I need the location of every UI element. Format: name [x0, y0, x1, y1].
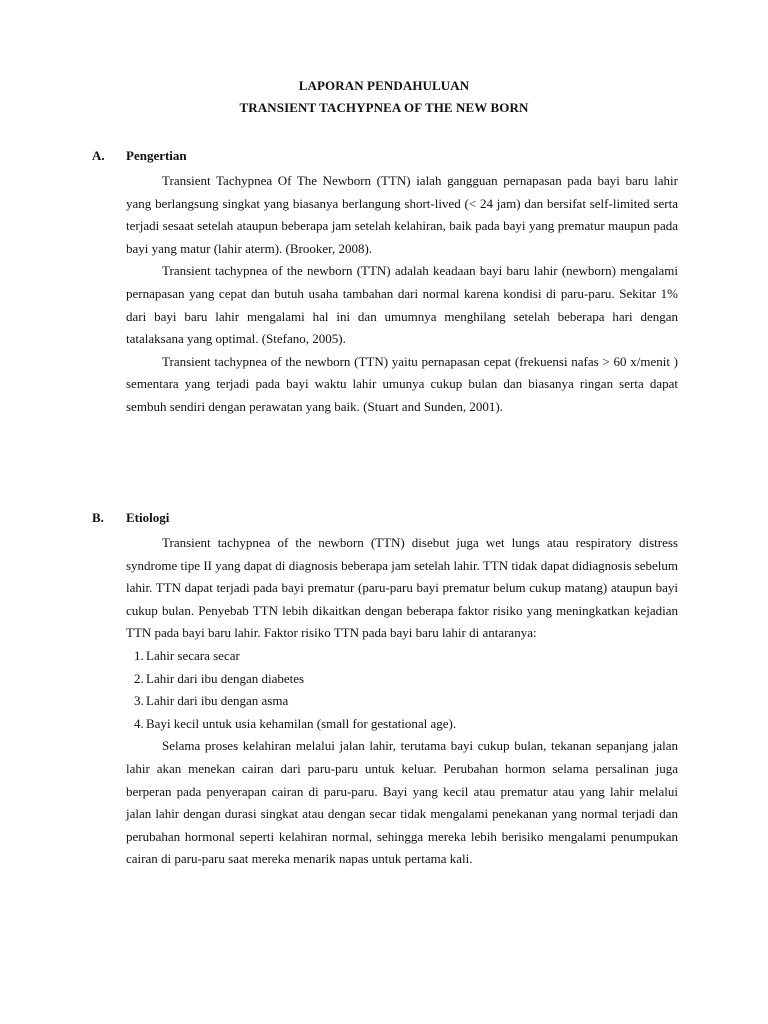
list-number: 1.: [134, 647, 144, 663]
section-heading: [92, 148, 678, 170]
list-text: Bayi kecil untuk usia kehamilan (small for gestational age).: [146, 715, 457, 731]
list-item: [126, 668, 678, 691]
section-title: Pengertian: [126, 148, 187, 163]
section-letter: B.: [92, 510, 104, 525]
list-text: Lahir dari ibu dengan asma: [146, 693, 289, 709]
paragraph: Transient tachypnea of the newborn (TTN) disebut juga wet lungs atau respiratory distress syndrome tipe II yang dapat di diagnosis beberapa jam setelah lahir. TTN tidak dapat didiagnosis sebelum lahir. TTN dapat terjadi pada bayi prematur (paru-paru bayi prematur belum cukup matang) ataupun bayi cukup bulan. Penyebab TTN lebih dikaitkan dengan beberapa faktor risiko yang meningkatkan kejadian TTN pada bayi baru lahir. Faktor risiko TTN pada bayi baru lahir di antaranya:: [126, 535, 678, 641]
section-body: [126, 170, 678, 419]
list-number: 4.: [134, 715, 144, 731]
paragraph: Transient tachypnea of the newborn (TTN) adalah keadaan bayi baru lahir (newborn) mengalami pernapasan yang cepat dan butuh usaha tambahan dari normal karena kondisi di paru-paru. Sekitar 1% dari bayi baru lahir mengalami hal ini dan umumnya menghilang setelah beberapa hari dengan tatalaksana yang optimal. (Stefano, 2005).: [126, 263, 678, 347]
list-item: [126, 713, 678, 736]
document-subtitle: TRANSIENT TACHYPNEA OF THE NEW BORN: [239, 100, 529, 115]
paragraph: Transient tachypnea of the newborn (TTN) yaitu pernapasan cepat (frekuensi nafas > 60 x/menit ) sementara yang terjadi pada bayi waktu lahir umunya cukup bulan dan biasanya ringan serta dapat sembuh sendiri dengan perawatan yang baik. (Stuart and Sunden, 2001).: [126, 353, 678, 414]
paragraph: Transient Tachypnea Of The Newborn (TTN) ialah gangguan pernapasan pada bayi baru lahir yang berlangsung singkat yang biasanya berlangung short-lived (< 24 jam) dan bersifat self-limited serta terjadi sesaat setelah ataupun beberapa jam setelah kelahiran, baik pada bayi yang prematur maupun pada bayi yang matur (lahir aterm). (Brooker, 2008).: [126, 173, 678, 256]
section-letter: A.: [92, 148, 105, 163]
risk-factor-list: [126, 645, 678, 735]
section-body: [126, 532, 678, 871]
section-pengertian: [92, 148, 678, 419]
list-item: [126, 690, 678, 713]
list-number: 2.: [134, 670, 144, 686]
document-title: LAPORAN PENDAHULUAN: [298, 78, 470, 93]
section-title: Etiologi: [126, 510, 170, 525]
list-number: 3.: [134, 693, 144, 709]
paragraph: Selama proses kelahiran melalui jalan lahir, terutama bayi cukup bulan, tekanan sepanjang jalan lahir akan menekan cairan dari paru-paru untuk keluar. Perubahan hormon selama persalinan juga berperan pada penyerapan cairan di paru-paru. Bayi yang kecil atau prematur atau yang lahir melalui jalan lahir dengan durasi singkat atau dengan secar tidak mengalami penekanan yang normal terjadi dan perubahan hormonal seperti kelahiran normal, sehingga mereka lebih berisiko mengalami penumpukan cairan di paru-paru saat mereka menarik napas untuk pertama kali.: [126, 738, 678, 867]
section-heading: [92, 510, 678, 532]
list-item: [126, 645, 678, 668]
section-etiologi: [92, 510, 678, 871]
list-text: Lahir secara secar: [146, 647, 240, 663]
list-text: Lahir dari ibu dengan diabetes: [146, 670, 305, 686]
